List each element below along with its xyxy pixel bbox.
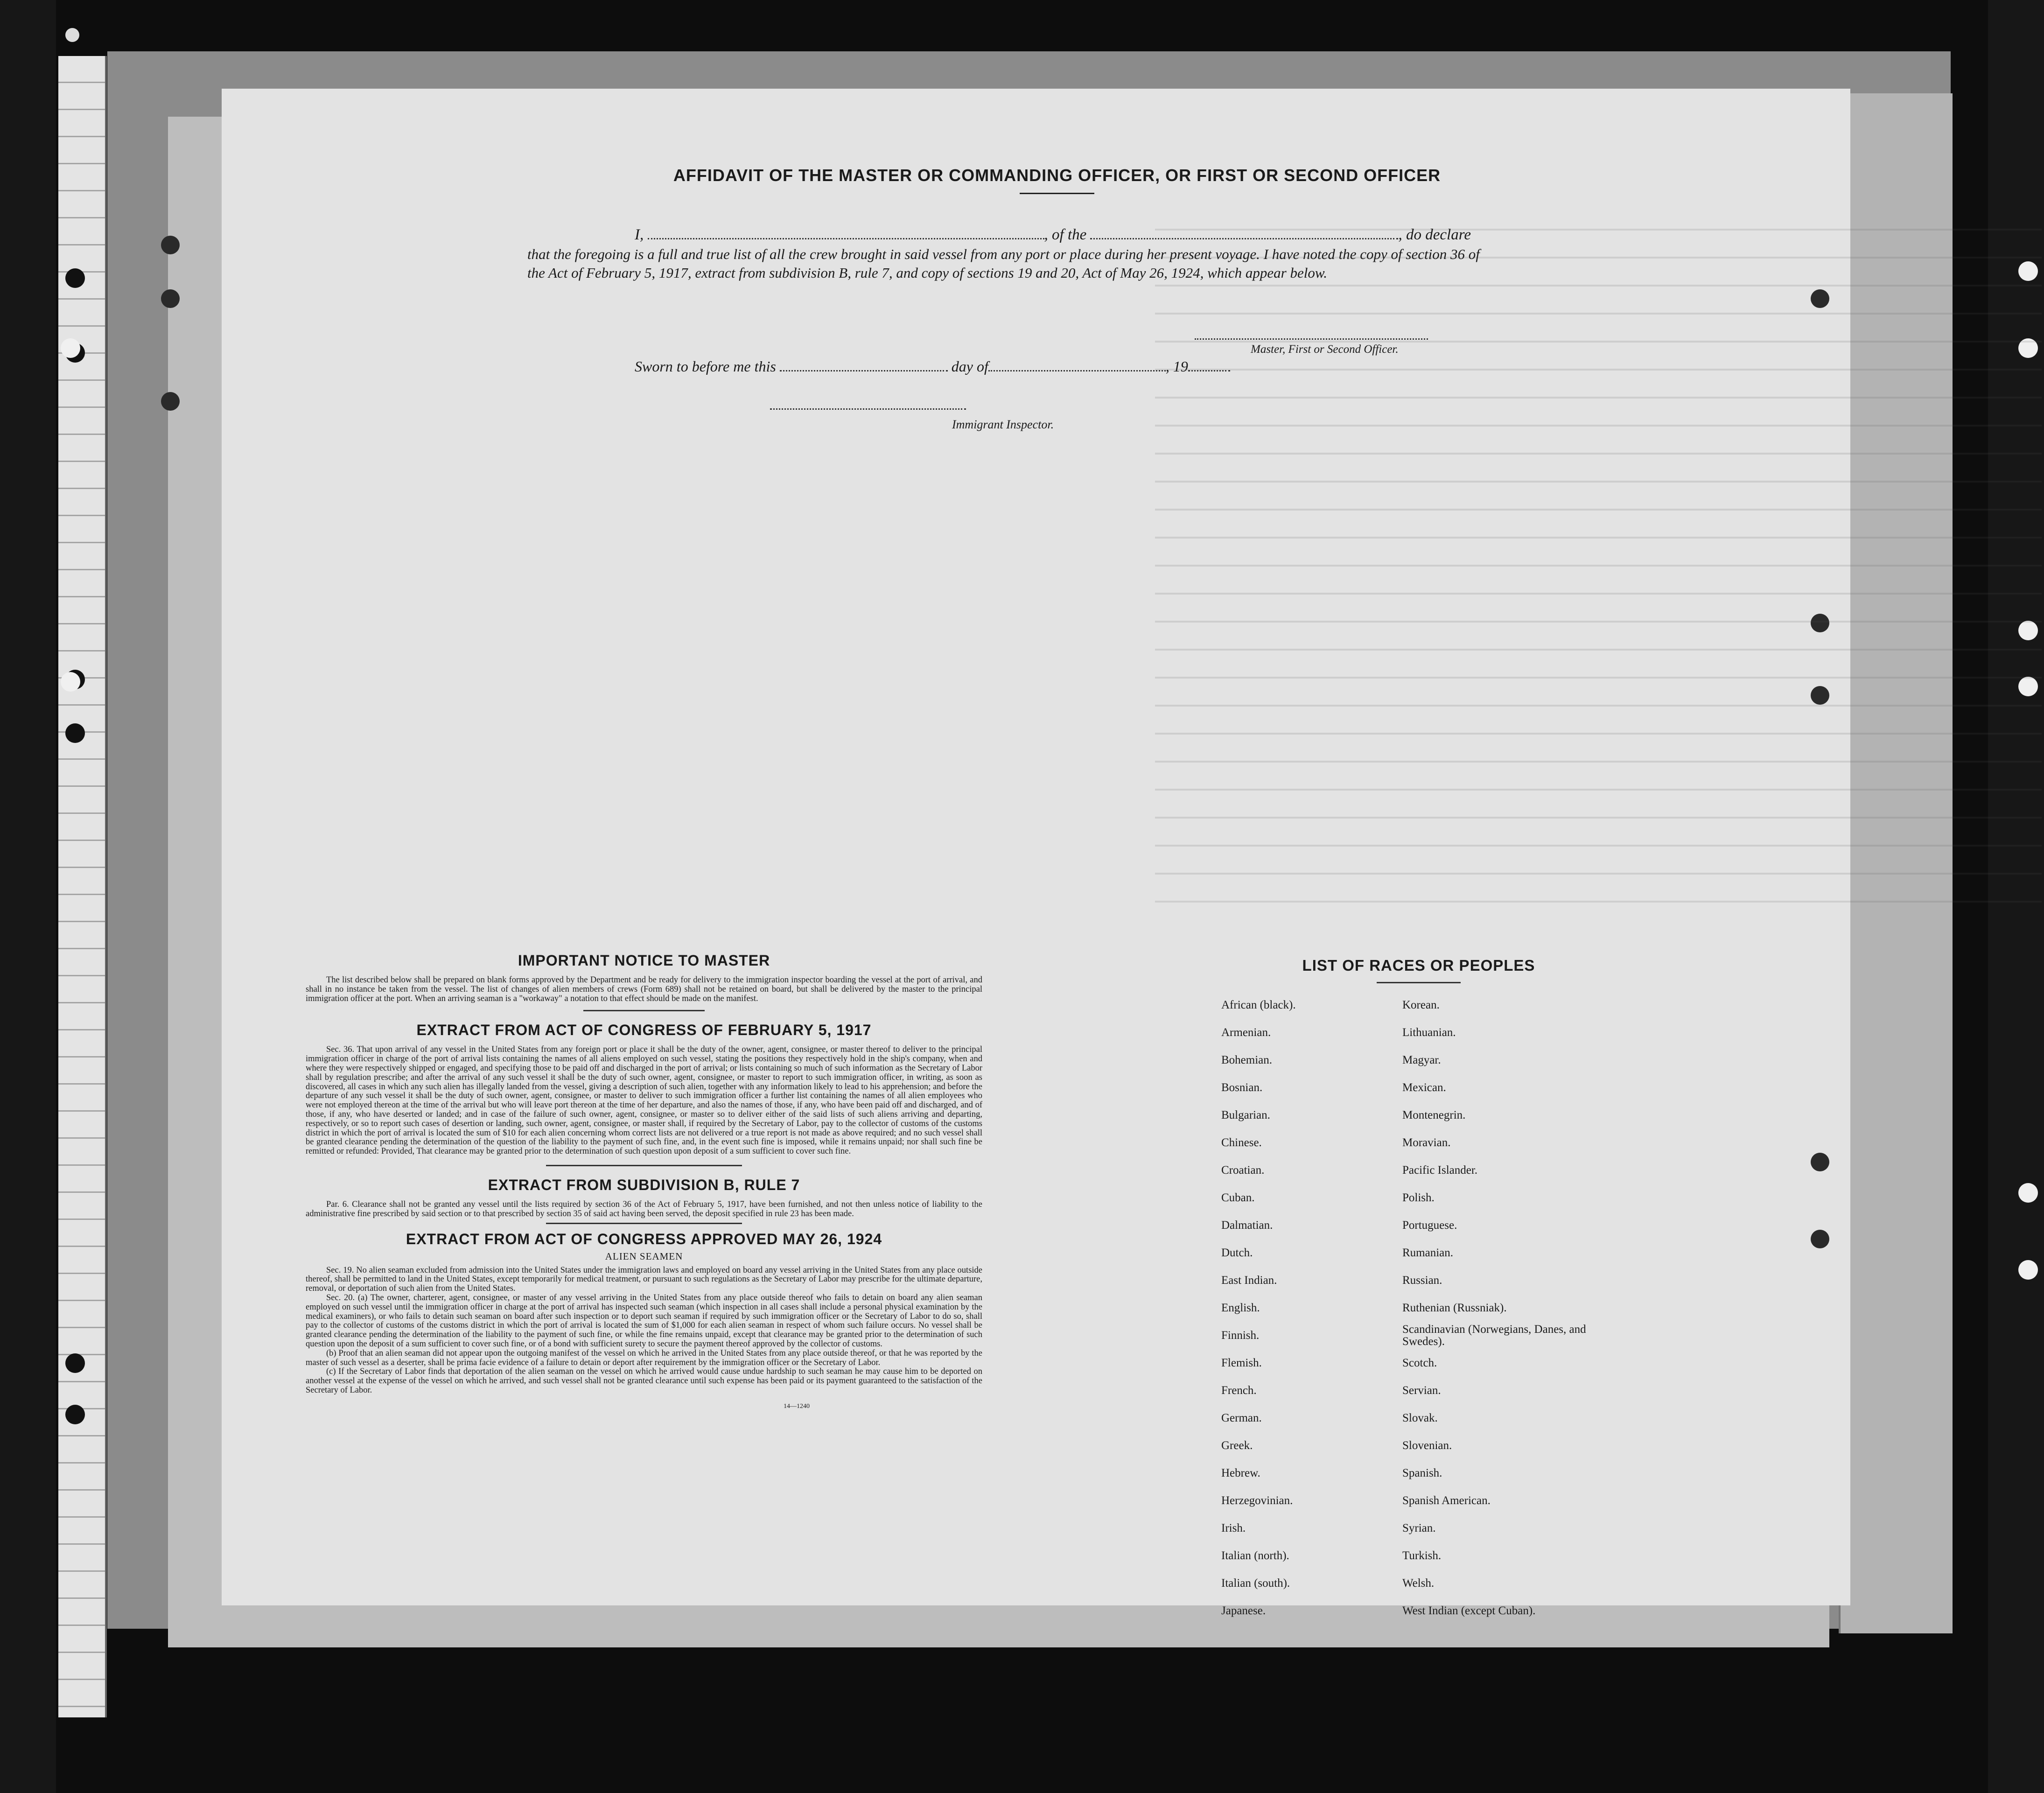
- sec-20b-text: (b) Proof that an alien seaman did not appear upon the outgoing manifest of the vessel on which he arrived in the United States from any place outside thereof, or that he was reported by the master of such vessel as a deserter, shall be prima facie evidence of a failure to detain or deport after requirement by the immigration officer or the Secretary of Labor.: [306, 1348, 982, 1367]
- race-item: Greek.: [1221, 1439, 1253, 1452]
- race-item: Scandinavian (Norwegians, Danes, and Swedes).: [1402, 1323, 1586, 1348]
- of-the-label: , of the: [1044, 226, 1087, 243]
- extract-1917-title: EXTRACT FROM ACT OF CONGRESS OF FEBRUARY 5, 1917: [416, 1022, 872, 1039]
- race-item: Bohemian.: [1221, 1054, 1273, 1066]
- declare-label: , do declare: [1398, 226, 1471, 243]
- sec-20c-text: (c) If the Secretary of Labor finds that deportation of the alien seaman on the vessel on which he arrived would cause undue hardship to such seaman he may cause him to be deported on another vessel at the expense of the vessel on which he arrived, and such vessel shall not be granted clearance until such expense has been paid or its payment guaranteed to the satisfaction of the Secretary of Labor.: [306, 1367, 982, 1395]
- race-item: English.: [1221, 1302, 1260, 1314]
- race-item: Portuguese.: [1402, 1219, 1457, 1232]
- race-item: Cuban.: [1221, 1191, 1255, 1204]
- race-item: Herzegovinian.: [1221, 1494, 1293, 1507]
- master-signature-line[interactable]: [1195, 338, 1428, 340]
- declarant-prefix: I,: [635, 226, 644, 243]
- race-item: German.: [1221, 1412, 1262, 1424]
- film-perforation: [2018, 1183, 2038, 1203]
- film-strip-left: [0, 0, 56, 1793]
- name-blank[interactable]: [648, 228, 1044, 239]
- sworn-day-of: day of: [951, 358, 988, 375]
- race-item: Korean.: [1402, 999, 1440, 1011]
- race-item: Spanish.: [1402, 1467, 1442, 1479]
- race-item: Bosnian.: [1221, 1081, 1263, 1094]
- film-perforation: [61, 672, 80, 692]
- sworn-month-blank[interactable]: [988, 360, 1166, 371]
- extract-rule7-title: EXTRACT FROM SUBDIVISION B, RULE 7: [488, 1176, 800, 1193]
- sec-19-text: Sec. 19. No alien seaman excluded from admission into the United States under the immigration laws and employed on board any vessel arriving in the United States from any place outside thereof, shall be permitted to land in the United States, except temporarily for medical treatment, or pursuant to such regulations as the Secretary of Labor may prescribe for the ultimate departure, removal, or deportation of such alien from the United States.: [306, 1265, 982, 1294]
- extract-1924-title: EXTRACT FROM ACT OF CONGRESS APPROVED MAY 26, 1924: [406, 1230, 882, 1247]
- race-item: Scotch.: [1402, 1357, 1437, 1369]
- binder-hole: [65, 1405, 85, 1424]
- race-item: African (black).: [1221, 999, 1296, 1011]
- race-item: Dutch.: [1221, 1247, 1253, 1259]
- sworn-year: , 19: [1165, 358, 1188, 375]
- punch-hole: [1811, 1153, 1829, 1171]
- race-item: Lithuanian.: [1402, 1026, 1456, 1039]
- race-item: Syrian.: [1402, 1522, 1436, 1534]
- binder-hole: [65, 1353, 85, 1373]
- race-item: Polish.: [1402, 1191, 1435, 1204]
- affidavit-title: AFFIDAVIT OF THE MASTER OR COMMANDING OFFICER, OR FIRST OR SECOND OFFICER: [673, 166, 1441, 185]
- race-item: Ruthenian (Russniak).: [1402, 1302, 1507, 1314]
- race-item: Slovak.: [1402, 1412, 1438, 1424]
- sworn-line: [635, 358, 1230, 375]
- film-perforation: [61, 338, 80, 358]
- alien-seamen-subtitle: ALIEN SEAMEN: [605, 1250, 683, 1262]
- film-perforation: [2018, 1260, 2038, 1280]
- punch-hole: [161, 392, 180, 411]
- ruled-tab-strip: [58, 56, 107, 1717]
- section-divider: [583, 1010, 705, 1011]
- sec-20a-text: Sec. 20. (a) The owner, charterer, agent, consignee, or master of any vessel arriving in the United States from any place outside thereof who fails to detain on board any alien seaman employed on such vessel until the immigration officer in charge at the port of arrival has inspected such seaman (which inspection in all cases shall include a personal physical examination by the medical examiners), or who fails to detain such seaman on board after such inspection or to deport such seaman if required by such immigration officer or the Secretary of Labor to do so, shall pay to the collector of customs of the customs district in which the port of arrival is located the sum of $1,000 for each alien seaman in respect of whom such failure occurs. No vessel shall be granted clearance pending the determination of the liability to the payment of such fine, or while the fine remains unpaid, except that clearance may be granted prior to the determination of such question upon the deposit of a sum sufficient to cover such fine, or of a bond with sufficient surety to secure the payment thereof approved by the collector of customs.: [306, 1293, 982, 1349]
- binder-hole: [65, 268, 85, 288]
- races-section: [1213, 952, 1624, 1617]
- race-item: East Indian.: [1221, 1274, 1277, 1287]
- inspector-signature-line[interactable]: [770, 408, 966, 410]
- race-item: Japanese.: [1221, 1604, 1266, 1617]
- inspector-caption: Immigrant Inspector.: [952, 418, 1054, 431]
- race-item: French.: [1221, 1384, 1257, 1397]
- vessel-blank[interactable]: [1090, 228, 1398, 239]
- race-item: Servian.: [1402, 1384, 1441, 1397]
- race-item: Finnish.: [1221, 1329, 1260, 1342]
- race-item: Armenian.: [1221, 1026, 1271, 1039]
- race-item: Moravian.: [1402, 1136, 1451, 1149]
- race-item: Irish.: [1221, 1522, 1246, 1534]
- race-item: Croatian.: [1221, 1164, 1265, 1177]
- affidavit-section: [527, 166, 1587, 431]
- race-item: Flemish.: [1221, 1357, 1262, 1369]
- race-item: Spanish American.: [1402, 1494, 1491, 1507]
- race-item: Magyar.: [1402, 1054, 1441, 1066]
- binder-hole: [65, 723, 85, 743]
- race-item: Slovenian.: [1402, 1439, 1452, 1452]
- race-item: West Indian (except Cuban).: [1402, 1604, 1536, 1617]
- extract-1917-body: Sec. 36. That upon arrival of any vessel in the United States from any foreign port or place it shall be the duty of the owner, agent, consignee, or master thereof to deliver to the principal immigration officer in charge of the port of arrival lists containing the names of all aliens employed on such vessel, stating the positions they respectively hold in the ship's company, when and where they were respectively shipped or engaged, and specifying those to be paid off and discharged in the port of arrival; or lists containing so much of such information as the Secretary of Labor shall by regulation prescribe; and after the arrival of any such vessel it shall be the duty of such owner, agent, consignee, or master to report to such immigration officer, in writing, as soon as discovered, all cases in which any such alien has illegally landed from the vessel, giving a description of such alien, together with any information likely to lead to his apprehension; and before the departure of any such vessel it shall be the duty of such owner, agent, consignee, or master to deliver to such immigration officer a further list containing the names of all alien employees who were not employed thereon at the time of the arrival but who will leave port thereon at the time of her departure, and also the names of those, if any, who have been paid off and discharged, and of those, if any, who have deserted or landed; and in case of the failure of such owner, agent, consignee, or master so to deliver either of the said lists of such aliens arriving and departing, respectively, or so to report such cases of desertion or landing, such owner, agent, consignee, or master shall, if required by the Secretary of Labor, pay to the collector of customs of the customs district in which the port of arrival is located the sum of $10 for each alien concerning whom correct lists are not delivered or a true report is not made as above required; and no such vessel shall be granted clearance pending the determination of the question of the liability to the payment of such fine, and, in the event such fine is imposed, while it remains unpaid; nor shall such fine be remitted or refunded: Provided, That clearance may be granted prior to the determination of such question upon deposit of a sum sufficient to cover such fine.: [306, 1045, 982, 1156]
- race-item: Pacific Islander.: [1402, 1164, 1478, 1177]
- sworn-day-blank[interactable]: [780, 360, 948, 371]
- race-item: Welsh.: [1402, 1577, 1435, 1590]
- race-item: Rumanian.: [1402, 1247, 1454, 1259]
- race-item: Italian (north).: [1221, 1549, 1289, 1562]
- races-title: LIST OF RACES OR PEOPLES: [1302, 957, 1535, 974]
- punch-hole: [161, 289, 180, 308]
- extract-rule7-body: Par. 6. Clearance shall not be granted any vessel until the lists required by section 36 of the Act of February 5, 1917, have been furnished, and not then unless notice of liability to the administrative fine prescribed by said section or to that prescribed by section 35 of said act having been served, the deposit specified in rule 23 has been made.: [306, 1199, 982, 1219]
- race-item: Bulgarian.: [1221, 1109, 1270, 1121]
- form-number: 14—1240: [784, 1402, 810, 1410]
- title-rule: [1377, 982, 1461, 983]
- race-item: Hebrew.: [1221, 1467, 1260, 1479]
- punch-hole: [1811, 1230, 1829, 1248]
- declaration-line: [527, 226, 1587, 244]
- notice-title: IMPORTANT NOTICE TO MASTER: [518, 952, 770, 969]
- race-item: Mexican.: [1402, 1081, 1446, 1094]
- section-divider: [546, 1223, 742, 1224]
- master-caption: Master, First or Second Officer.: [1251, 343, 1399, 356]
- notice-section: [306, 952, 982, 1410]
- notice-body: The list described below shall be prepared on blank forms approved by the Department and be ready for delivery to the immigration inspector boarding the vessel at the port of arrival, and shall in no instance be taken from the vessel. The list of changes of alien members of crews (Form 689) shall not be retained on board, but shall be delivered by the master to the principal immigration officer at the port. When an arriving seaman is a "workaway" a notation to that effect should be made on the manifest.: [306, 975, 982, 1003]
- race-item: Turkish.: [1402, 1549, 1442, 1562]
- title-rule: [1020, 193, 1094, 194]
- race-item: Chinese.: [1221, 1136, 1262, 1149]
- punch-hole: [161, 236, 180, 254]
- sworn-prefix: Sworn to before me this: [635, 358, 776, 375]
- film-perforation: [65, 28, 79, 42]
- section-divider: [546, 1165, 742, 1166]
- declaration-body: that the foregoing is a full and true list of all the crew brought in said vessel from any port or place during her present voyage. I have noted the copy of section 36 of the Act of February 5, 1917, extract from subdivision B, rule 7, and copy of sections 19 and 20, Act of May 26, 1924, which appear below.: [527, 246, 1480, 281]
- race-item: Montenegrin.: [1402, 1109, 1466, 1121]
- sworn-year-blank[interactable]: [1188, 360, 1230, 371]
- race-item: Russian.: [1402, 1274, 1442, 1287]
- race-item: Dalmatian.: [1221, 1219, 1273, 1232]
- race-item: Italian (south).: [1221, 1577, 1290, 1590]
